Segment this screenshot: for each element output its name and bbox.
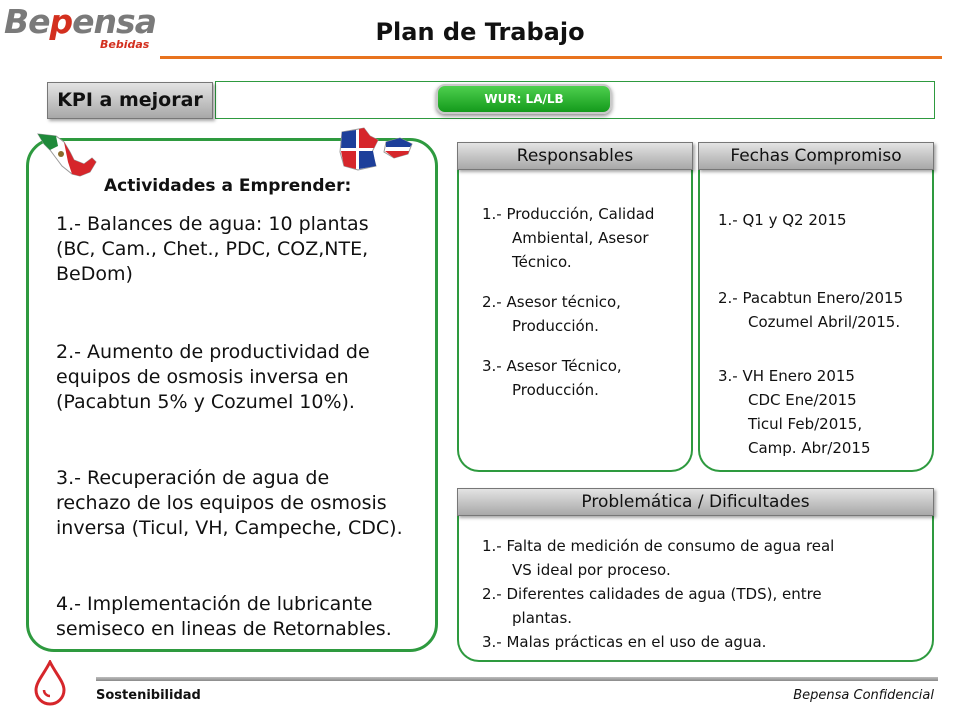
responsable-item-2: 2.- Asesor técnico, (482, 293, 621, 311)
page-title: Plan de Trabajo (375, 18, 585, 46)
fecha-item-1: 1.- Q1 y Q2 2015 (718, 211, 847, 229)
activity-item-2: 2.- Aumento de productividad de equipos de osmosis inversa en (Pacabtun 5% y Cozumel 10%). (56, 341, 370, 413)
fecha-item-2: 2.- Pacabtun Enero/2015 Cozumel Abril/2015. (718, 289, 904, 331)
problematica-list: 1.- Falta de medición de consumo de agua real VS ideal por proceso. 2.- Diferentes calidades de agua (TDS), entre plantas. 3.- Malas prácticas en el uso de agua. (482, 537, 835, 651)
problematica-item-1: 1.- Falta de medición de consumo de agua real (482, 537, 835, 555)
activity-item-4: 4.- Implementación de lubricante semiseco en lineas de Retornables. (56, 593, 392, 640)
logo-wordmark: Bepensa (4, 2, 156, 41)
responsable-item-1: 1.- Producción, Calidad (482, 205, 655, 223)
problematica-header: Problemática / Dificultades (457, 488, 934, 516)
logo-subtitle: Bebidas (100, 38, 150, 51)
footer-section-label: Sostenibilidad (96, 688, 201, 703)
responsables-header: Responsables (457, 142, 693, 170)
dominican-republic-flag-map-icon (336, 126, 416, 178)
fecha-item-3: 3.- VH Enero 2015 CDC Ene/2015 Ticul Feb/2015, Camp. Abr/2015 (718, 367, 871, 457)
footer-confidential-label: Bepensa Confidencial (793, 688, 934, 703)
title-divider (160, 56, 942, 59)
fechas-header: Fechas Compromiso (698, 142, 934, 170)
kpi-label: KPI a mejorar (47, 82, 213, 119)
kpi-value-badge: WUR: LA/LB (436, 84, 612, 114)
activity-item-1: 1.- Balances de agua: 10 plantas (BC, Cam., Chet., PDC, COZ,NTE, BeDom) (56, 213, 369, 285)
mexico-flag-map-icon (34, 130, 100, 180)
footer-divider (96, 677, 938, 681)
water-drop-icon (32, 660, 68, 706)
activity-item-3: 3.- Recuperación de agua de rechazo de los equipos de osmosis inversa (Ticul, VH, Campeche, CDC). (56, 467, 403, 539)
problematica-item-2: 2.- Diferentes calidades de agua (TDS), entre (482, 585, 822, 603)
problematica-item-3: 3.- Malas prácticas en el uso de agua. (482, 633, 767, 651)
activities-title: Actividades a Emprender: (104, 176, 352, 196)
responsable-item-3: 3.- Asesor Técnico, (482, 357, 622, 375)
responsables-list: 1.- Producción, Calidad Ambiental, Asesor Técnico. 2.- Asesor técnico, Producción. 3.- Asesor Técnico, Producción. (482, 205, 655, 399)
